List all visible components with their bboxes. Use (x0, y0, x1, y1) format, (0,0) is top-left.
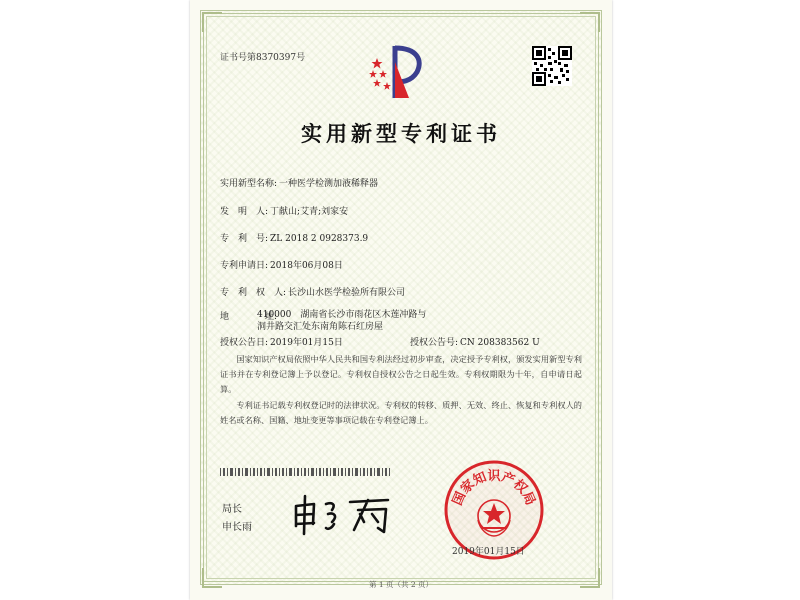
field-label: 专 利 权 人: (220, 288, 287, 298)
handwritten-signature (288, 492, 398, 538)
field-patentee (220, 285, 405, 298)
field-patent-number (220, 231, 368, 244)
legal-status-note: 专利证书记载专利权登记时的法律状况。专利权的转移、质押、无效、终止、恢复和专利权人的姓名或名称、国籍、地址变更等事项记载在专利登记簿上。 (220, 400, 582, 425)
corner-ornament (580, 12, 600, 32)
signatory-name: 申长雨 (222, 522, 252, 533)
patent-office-logo-icon (365, 42, 427, 104)
seal-text: 国家知识产权局 (450, 469, 538, 508)
field-value: 长沙山水医学检验所有限公司 (288, 288, 406, 298)
field-value: 丁献山;艾青;刘家安 (270, 207, 349, 217)
qr-code-icon (532, 46, 572, 86)
barcode-icon (220, 468, 390, 476)
field-inventors (220, 204, 348, 217)
field-label: 发 明 人: (220, 207, 269, 217)
signatory-title: 局长 (222, 504, 242, 515)
field-label: 实用新型名称: (220, 179, 278, 189)
field-utility-model-name (220, 176, 378, 189)
field-value: ZL 2018 2 0928373.9 (270, 234, 369, 244)
field-value: CN 208383562 U (460, 338, 540, 348)
certificate-page (190, 0, 612, 600)
field-application-date (220, 258, 343, 271)
certificate-number: 证书号第8370397号 (220, 53, 306, 63)
field-label: 授权公告号: (410, 338, 459, 348)
corner-ornament (202, 12, 222, 32)
certificate-title: 实用新型专利证书 (301, 121, 501, 146)
grant-statement: 国家知识产权局依照中华人民共和国专利法经过初步审查，决定授予专利权，颁发实用新型专利证书并在专利登记簿上予以登记。专利权自授权公告之日起生效。专利权期限为十年，自申请日起算。 (220, 354, 582, 394)
field-label: 授权公告日: (220, 338, 269, 348)
field-grant-date (220, 335, 343, 348)
field-address-value: 410000 湖南省长沙市雨花区木莲冲路与洞井路交汇处东南角陈石红房屋 (257, 310, 427, 332)
seal-date: 2019年01月15日 (452, 547, 525, 557)
field-value: 2019年01月15日 (270, 338, 343, 348)
field-grant-number (410, 335, 540, 348)
field-value: 2018年06月08日 (270, 261, 343, 271)
page-footer: 第 1 页（共 2 页） (368, 580, 434, 589)
field-label: 专 利 号: (220, 234, 269, 244)
field-label: 地 址: (220, 312, 278, 322)
field-label: 专利申请日: (220, 261, 269, 271)
field-value: 一种医学检测加液稀释器 (279, 179, 379, 189)
